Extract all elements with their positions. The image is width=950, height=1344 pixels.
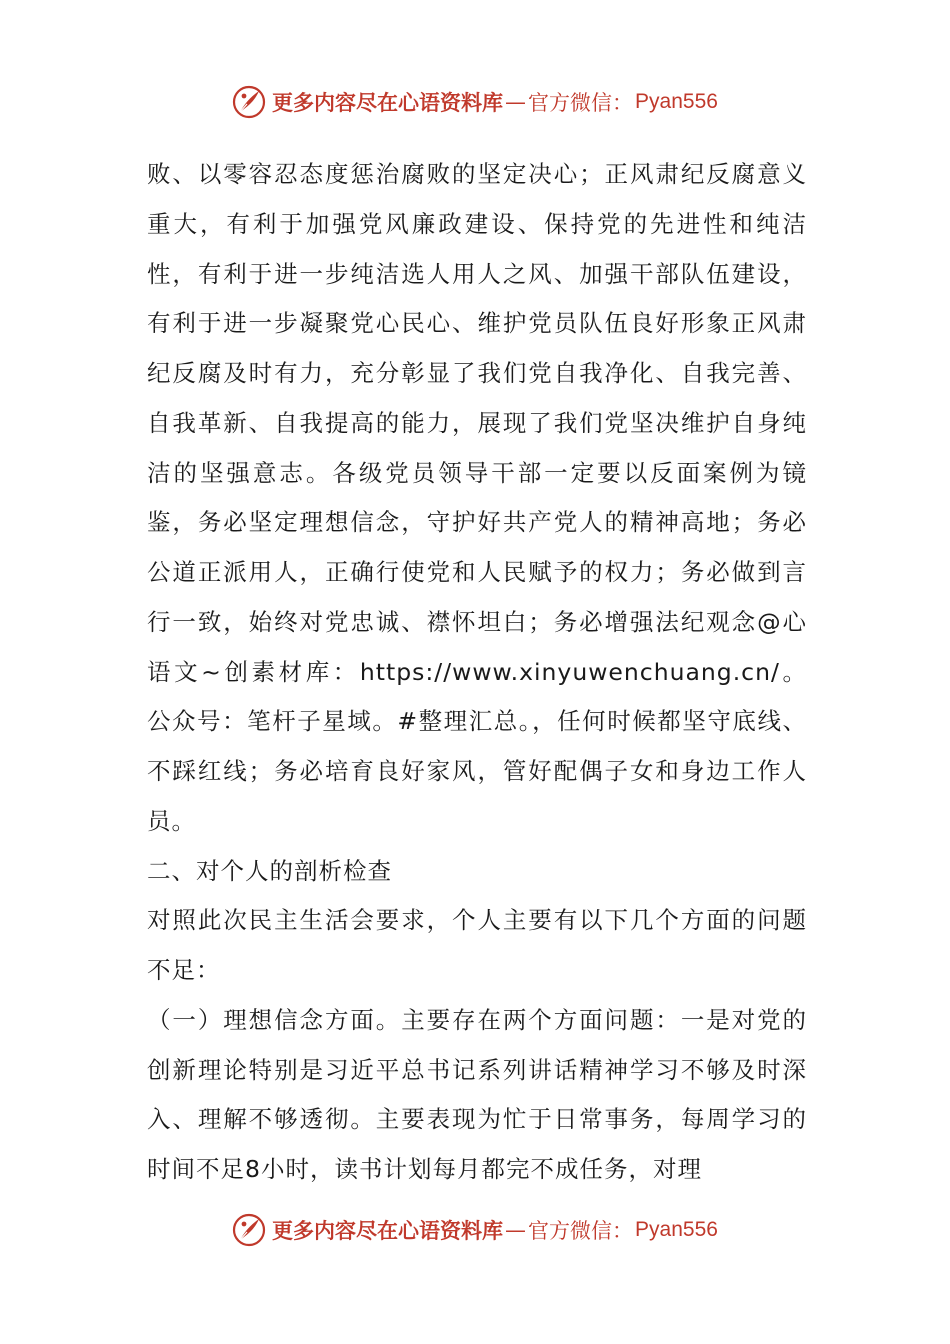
- banner-separator: —: [505, 90, 527, 114]
- body-paragraph-2: 对照此次民主生活会要求，个人主要有以下几个方面的问题不足：: [147, 906, 807, 984]
- header-banner: [0, 82, 950, 122]
- banner-wechat-id: Pyan556: [635, 90, 718, 113]
- banner-brand: 更多内容尽在心语资料库: [272, 1218, 504, 1243]
- banner-separator: —: [505, 1218, 527, 1242]
- banner-wechat-id: Pyan556: [635, 1218, 718, 1241]
- footer-banner: [0, 1210, 950, 1250]
- quill-logo-icon: [232, 85, 266, 119]
- banner-wechat-label: 官方微信：: [528, 1219, 634, 1243]
- banner-brand: 更多内容尽在心语资料库: [272, 90, 504, 115]
- body-paragraph-1: 败、以零容忍态度惩治腐败的坚定决心；正风肃纪反腐意义重大，有利于加强党风廉政建设、保持党的先进性和纯洁性，有利于进一步纯洁选人用人之风、加强干部队伍建设，有利于进一步凝聚党心民心、维护党员队伍良好形象正风肃纪反腐及时有力，充分彰显了我们党自我净化、自我完善、自我革新、自我提高的能力，展现了我们党坚决维护自身纯洁的坚强意志。各级党员领导干部一定要以反面案例为镜鉴，务必坚定理想信念，守护好共产党人的精神高地；务必公道正派用人，正确行使党和人民赋予的权力；务必做到言行一致，始终对党忠诚、襟怀坦白；务必增强法纪观念@心语文~创素材库：https://www.xinyuwenchuang.cn/。公众号：笔杆子星域。#整理汇总。，任何时候都坚守底线、不踩红线；务必培育良好家风，管好配偶子女和身边工作人员。: [147, 160, 807, 835]
- body-paragraph-3: （一）理想信念方面。主要存在两个方面问题：一是对党的创新理论特别是习近平总书记系列讲话精神学习不够及时深入、理解不够透彻。主要表现为忙于日常事务，每周学习的时间不足8小时，读书计划每月都完不成任务，对理: [147, 1005, 807, 1183]
- quill-logo-icon: [232, 1213, 266, 1247]
- section-heading: 二、对个人的剖析检查: [147, 856, 392, 885]
- document-body: [147, 150, 807, 1195]
- banner-wechat-label: 官方微信：: [528, 91, 634, 115]
